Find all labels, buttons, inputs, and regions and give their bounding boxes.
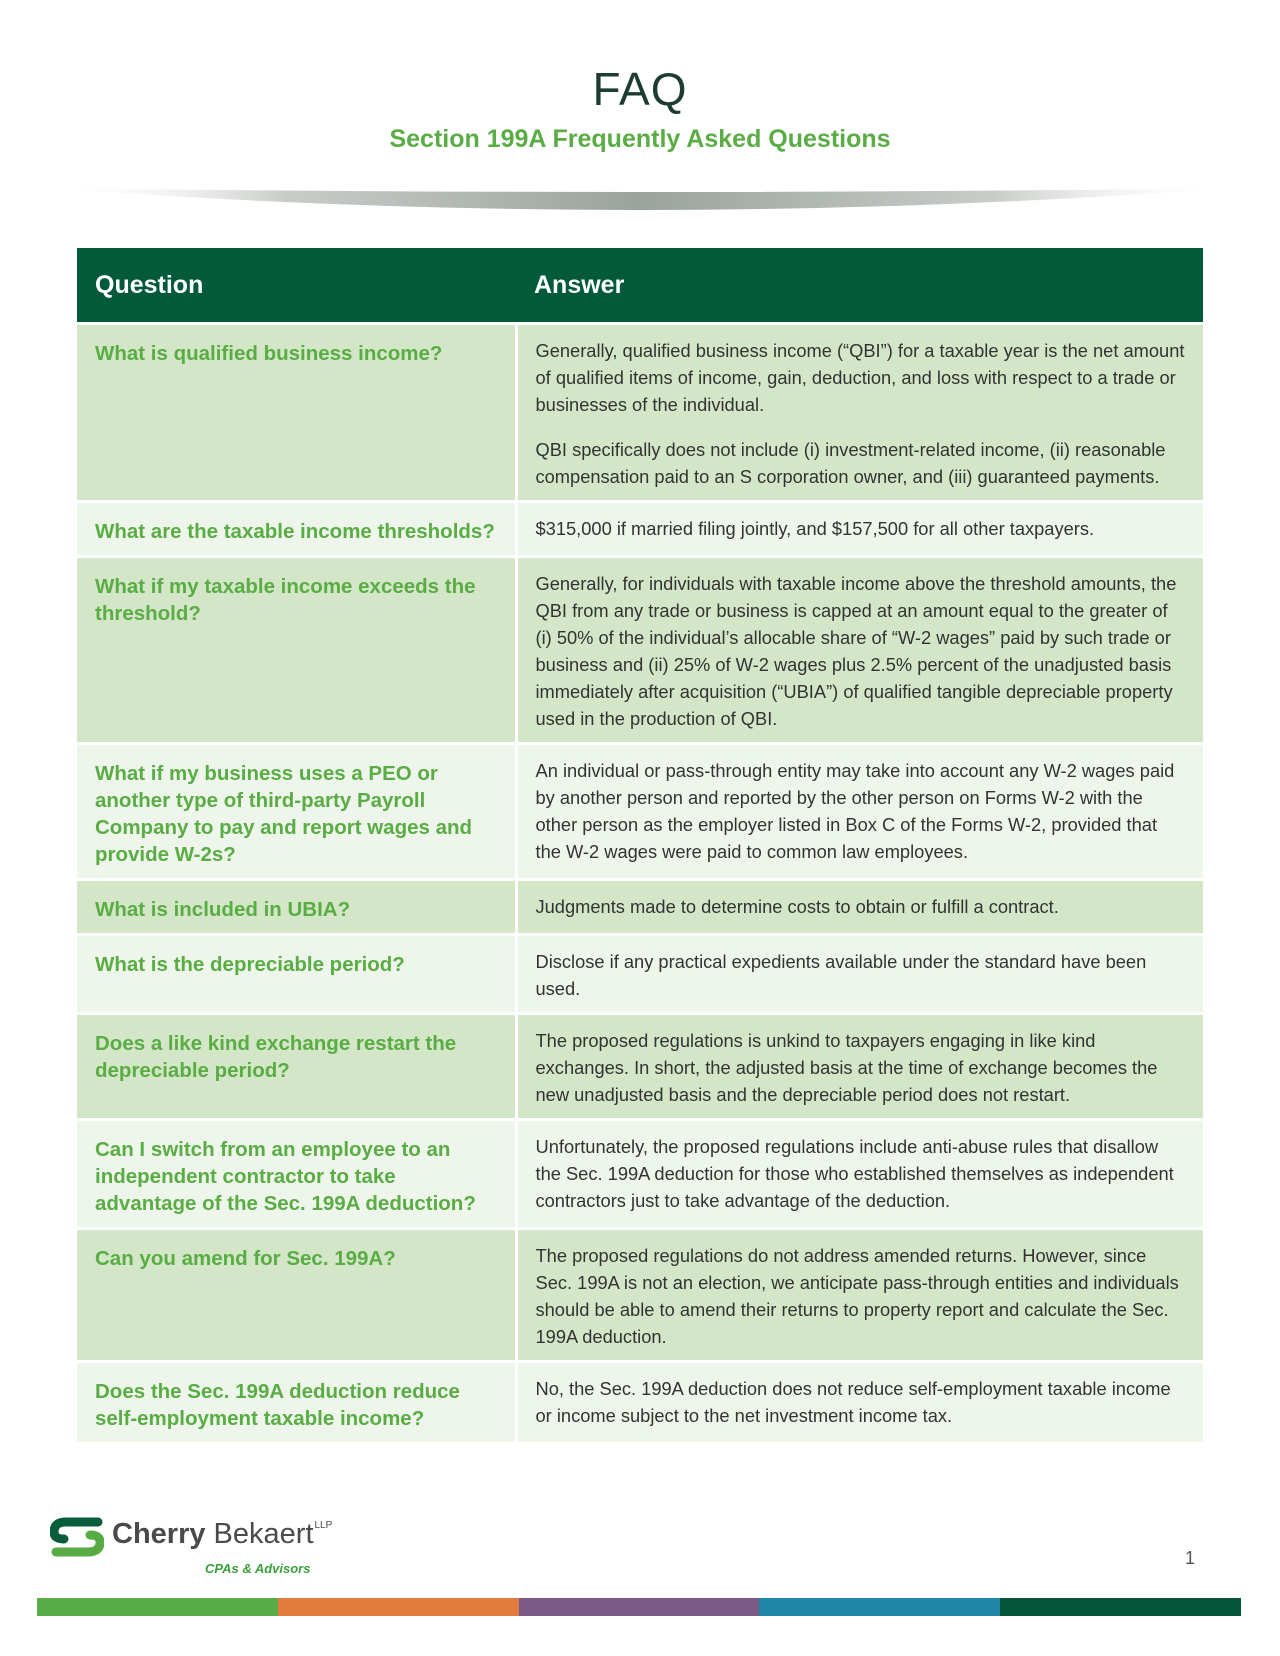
answer-text: The proposed regulations is unkind to taxpayers engaging in like kind exchanges. In short, the adjusted basis at the time of exchange becomes the new unadjusted basis and the depreciable period does not restart. bbox=[535, 1030, 1158, 1105]
answer-cell bbox=[516, 935, 1203, 1014]
table-row bbox=[77, 1014, 1203, 1120]
logo-suffix: LLP bbox=[314, 1520, 333, 1531]
answer-text: $315,000 if married filing jointly, and $157,500 for all other taxpayers. bbox=[535, 518, 1095, 539]
footer-bar-segment bbox=[278, 1598, 519, 1616]
answer-text: Generally, for individuals with taxable income above the threshold amounts, the QBI from any trade or business is capped at an amount equal to the greater of (i) 50% of the individual’s allocable share of “W-2 wages” paid by such trade or business and (ii) 25% of W-2 wages plus 2.5% percent of the unadjusted basis immediately after acquisition (“UBIA”) of qualified tangible depreciable property used in the production of QBI. bbox=[535, 573, 1177, 729]
logo-name-regular: Bekaert bbox=[205, 1518, 314, 1550]
table-row bbox=[77, 744, 1203, 880]
table-row bbox=[77, 324, 1203, 502]
table-row bbox=[77, 935, 1203, 1014]
question-cell: What if my taxable income exceeds the threshold? bbox=[77, 557, 516, 744]
footer-color-bar bbox=[37, 1598, 1241, 1616]
table-row bbox=[77, 1229, 1203, 1362]
footer-bar-segment bbox=[519, 1598, 760, 1616]
question-cell: What is qualified business income? bbox=[77, 324, 516, 502]
question-cell: Does a like kind exchange restart the depreciable period? bbox=[77, 1014, 516, 1120]
answer-cell bbox=[516, 880, 1203, 935]
question-cell: What are the taxable income thresholds? bbox=[77, 502, 516, 557]
answer-text: An individual or pass-through entity may take into account any W-2 wages paid by another person and reported by the other person on Forms W-2 with the other person as the employer listed in Box C of the Forms W-2, provided that the W-2 wages were paid to common law employees. bbox=[535, 760, 1175, 862]
question-cell: Does the Sec. 199A deduction reduce self-employment taxable income? bbox=[77, 1362, 516, 1443]
question-cell: Can you amend for Sec. 199A? bbox=[77, 1229, 516, 1362]
answer-cell bbox=[516, 1120, 1203, 1229]
answer-cell bbox=[516, 324, 1203, 502]
answer-text: QBI specifically does not include (i) investment-related income, (ii) reasonable compensation paid to an S corporation owner, and (iii) guaranteed payments. bbox=[535, 439, 1166, 487]
table-row bbox=[77, 880, 1203, 935]
question-cell: Can I switch from an employee to an independent contractor to take advantage of the Sec. 199A deduction? bbox=[77, 1120, 516, 1229]
cherry-bekaert-logo-icon bbox=[50, 1512, 104, 1562]
table-row bbox=[77, 1362, 1203, 1443]
answer-cell bbox=[516, 1014, 1203, 1120]
page-title: FAQ bbox=[592, 63, 688, 115]
logo-wordmark bbox=[112, 1518, 332, 1551]
question-cell: What is the depreciable period? bbox=[77, 935, 516, 1014]
column-header-answer: Answer bbox=[516, 248, 1203, 324]
answer-cell bbox=[516, 1229, 1203, 1362]
answer-cell bbox=[516, 502, 1203, 557]
answer-cell bbox=[516, 744, 1203, 880]
answer-cell bbox=[516, 1362, 1203, 1443]
table-row bbox=[77, 557, 1203, 744]
faq-table bbox=[77, 248, 1203, 1442]
footer-bar-segment bbox=[759, 1598, 1000, 1616]
question-cell: What is included in UBIA? bbox=[77, 880, 516, 935]
footer-bar-segment bbox=[1000, 1598, 1241, 1616]
logo-name-bold: Cherry bbox=[112, 1518, 206, 1550]
page-number: 1 bbox=[1185, 1548, 1196, 1568]
table-row bbox=[77, 502, 1203, 557]
table-header-row bbox=[77, 248, 1203, 324]
question-cell: What if my business uses a PEO or another type of third-party Payroll Company to pay and report wages and provide W-2s? bbox=[77, 744, 516, 880]
answer-text: Generally, qualified business income (“QBI”) for a taxable year is the net amount of qualified items of income, gain, deduction, and loss with respect to a trade or businesses of the individual. bbox=[535, 340, 1185, 415]
answer-text: No, the Sec. 199A deduction does not reduce self-employment taxable income or income subject to the net investment income tax. bbox=[535, 1378, 1171, 1426]
answer-text: Judgments made to determine costs to obtain or fulfill a contract. bbox=[535, 896, 1059, 917]
answer-text: Disclose if any practical expedients available under the standard have been used. bbox=[535, 951, 1147, 999]
column-header-question: Question bbox=[77, 248, 516, 324]
page-subtitle: Section 199A Frequently Asked Questions bbox=[389, 125, 891, 153]
answer-text: The proposed regulations do not address amended returns. However, since Sec. 199A is not an election, we anticipate pass-through entities and individuals should be able to amend their returns to property report and calculate the Sec. 199A deduction. bbox=[535, 1245, 1179, 1347]
answer-cell bbox=[516, 557, 1203, 744]
logo-tagline: CPAs & Advisors bbox=[205, 1561, 311, 1576]
footer-bar-segment bbox=[37, 1598, 278, 1616]
table-row bbox=[77, 1120, 1203, 1229]
decorative-swoosh bbox=[50, 186, 1230, 234]
company-logo bbox=[50, 1512, 350, 1582]
answer-text: Unfortunately, the proposed regulations include anti-abuse rules that disallow the Sec. 199A deduction for those who established themselves as independent contractors just to take advantage of the deduction. bbox=[535, 1136, 1174, 1211]
